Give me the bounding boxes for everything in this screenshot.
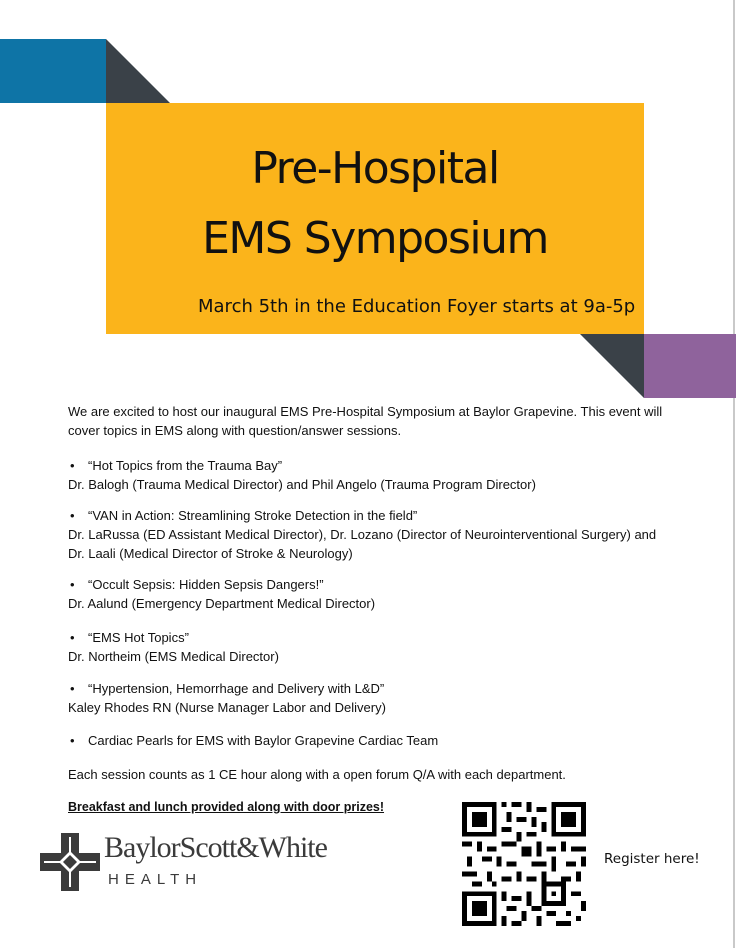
session-speakers: Dr. Aalund (Emergency Department Medical Director) (68, 596, 376, 611)
bullet: • (70, 508, 75, 523)
cross-logo-icon (40, 833, 100, 891)
bullet: • (70, 733, 75, 748)
closing-paragraph (68, 765, 668, 784)
session-title: “VAN in Action: Streamlining Stroke Detection in the field” (88, 508, 418, 523)
session-title: “EMS Hot Topics” (88, 630, 189, 645)
bullet: • (70, 577, 75, 592)
blue-accent-block (0, 39, 106, 103)
session-title: “Hypertension, Hemorrhage and Delivery with L&D” (88, 681, 385, 696)
page-edge-line (733, 0, 735, 948)
intro-text: We are excited to host our inaugural EMS Pre-Hospital Symposium at Baylor Grapevine. This event will cover topics in EMS along with question/answer sessions. (68, 404, 663, 438)
baylor-logo (40, 833, 390, 893)
title-banner (106, 103, 644, 334)
session-title: “Hot Topics from the Trauma Bay” (88, 458, 283, 473)
session-item (68, 575, 668, 613)
dark-corner-triangle-top (106, 39, 170, 103)
session-item (68, 456, 668, 494)
session-item (68, 731, 668, 750)
session-item (68, 506, 668, 563)
session-speakers: Dr. Balogh (Trauma Medical Director) and Phil Angelo (Trauma Program Director) (68, 477, 536, 492)
session-title: “Occult Sepsis: Hidden Sepsis Dangers!” (88, 577, 324, 592)
purple-accent-block (644, 334, 736, 398)
session-speakers: Dr. LaRussa (ED Assistant Medical Director), Dr. Lozano (Director of Neurointerventional Surgery) and Dr. Laali (Medical Director of Stroke & Neurology) (68, 527, 657, 561)
bullet: • (70, 630, 75, 645)
session-speakers: Dr. Northeim (EMS Medical Director) (68, 649, 279, 664)
session-title: Cardiac Pearls for EMS with Baylor Grapevine Cardiac Team (88, 733, 439, 748)
title-line-2: EMS Symposium (202, 213, 548, 264)
session-item (68, 628, 668, 666)
logo-subtitle: HEALTH (108, 871, 203, 888)
logo-wordmark: BaylorScott&White (104, 831, 327, 864)
bullet: • (70, 458, 75, 473)
dark-corner-triangle-bottom (580, 334, 644, 398)
intro-paragraph (68, 402, 668, 440)
register-label[interactable]: Register here! (604, 851, 700, 867)
bullet: • (70, 681, 75, 696)
title-line-1: Pre-Hospital (251, 143, 499, 194)
closing-text: Each session counts as 1 CE hour along with a open forum Q/A with each department. (68, 767, 566, 782)
qr-code-icon[interactable] (462, 802, 586, 926)
prizes-note: Breakfast and lunch provided along with door prizes! (68, 800, 385, 814)
event-date-location: March 5th in the Education Foyer starts at 9a-5p (198, 296, 636, 317)
session-item (68, 679, 668, 717)
session-speakers: Kaley Rhodes RN (Nurse Manager Labor and Delivery) (68, 700, 386, 715)
